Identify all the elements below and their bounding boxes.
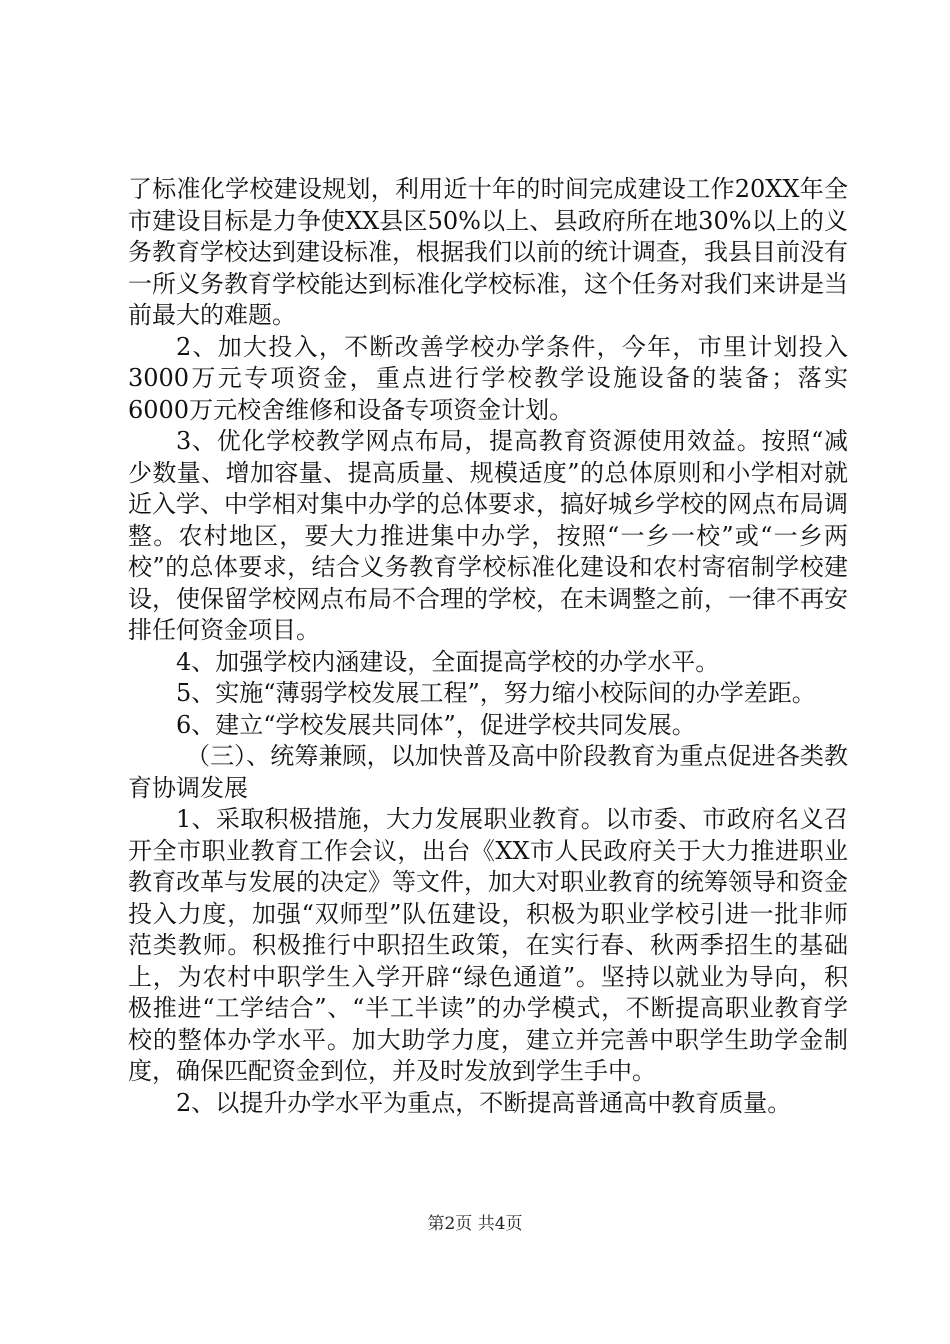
paragraph-sub-item-1: 1、采取积极措施，大力发展职业教育。以市委、市政府名义召开全市职业教育工作会议，出台《XX市人民政府关于大力推进职业教育改革与发展的决定》等文件，加大对职业教育的统筹领导和资金投入力度，加强“双师型”队伍建设，积极为职业学校引进一批非师范类教师。积极推行中职招生政策，在实行春、秋两季招生的基础上，为农村中职学生入学开辟“绿色通道”。坚持以就业为导向，积极推进“工学结合”、“半工半读”的办学模式，不断提高职业教育学校的整体办学水平。加大助学力度，建立并完善中职学生助学金制度，确保匹配资金到位，并及时发放到学生手中。	[128, 805, 848, 1085]
paragraph-item-5: 5、实施“薄弱学校发展工程”，努力缩小校际间的办学差距。	[176, 679, 816, 707]
paragraph-item-4: 4、加强学校内涵建设，全面提高学校的办学水平。	[176, 647, 720, 676]
page-footer: 第2页 共4页	[427, 1214, 523, 1234]
paragraph-item-6: 6、建立“学校发展共同体”，促进学校共同发展。	[176, 710, 696, 739]
section-heading-3: （三）、统筹兼顾，以加快普及高中阶段教育为重点促进各类教育协调发展	[128, 742, 848, 802]
paragraph-continuation: 了标准化学校建设规划，利用近十年的时间完成建设工作20XX年全市建设目标是力争使XX县区50%以上、县政府所在地30%以上的义务教育学校达到建设标准，根据我们以前的统计调查，我县目前没有一所义务教育学校能达到标准化学校标准，这个任务对我们来讲是当前最大的难题。	[128, 175, 848, 329]
document-body	[128, 174, 848, 1119]
paragraph-item-3: 3、优化学校教学网点布局，提高教育资源使用效益。按照“减少数量、增加容量、提高质量、规模适度”的总体原则和小学相对就近入学、中学相对集中办学的总体要求，搞好城乡学校的网点布局调整。农村地区，要大力推进集中办学，按照“一乡一校”或“一乡两校”的总体要求，结合义务教育学校标准化建设和农村寄宿制学校建设，使保留学校网点布局不合理的学校，在未调整之前，一律不再安排任何资金项目。	[128, 427, 848, 644]
paragraph-item-2: 2、加大投入，不断改善学校办学条件，今年，市里计划投入3000万元专项资金，重点进行学校教学设施设备的装备；落实6000万元校舍维修和设备专项资金计划。	[128, 332, 848, 424]
paragraph-sub-item-2: 2、以提升办学水平为重点，不断提高普通高中教育质量。	[176, 1088, 792, 1117]
